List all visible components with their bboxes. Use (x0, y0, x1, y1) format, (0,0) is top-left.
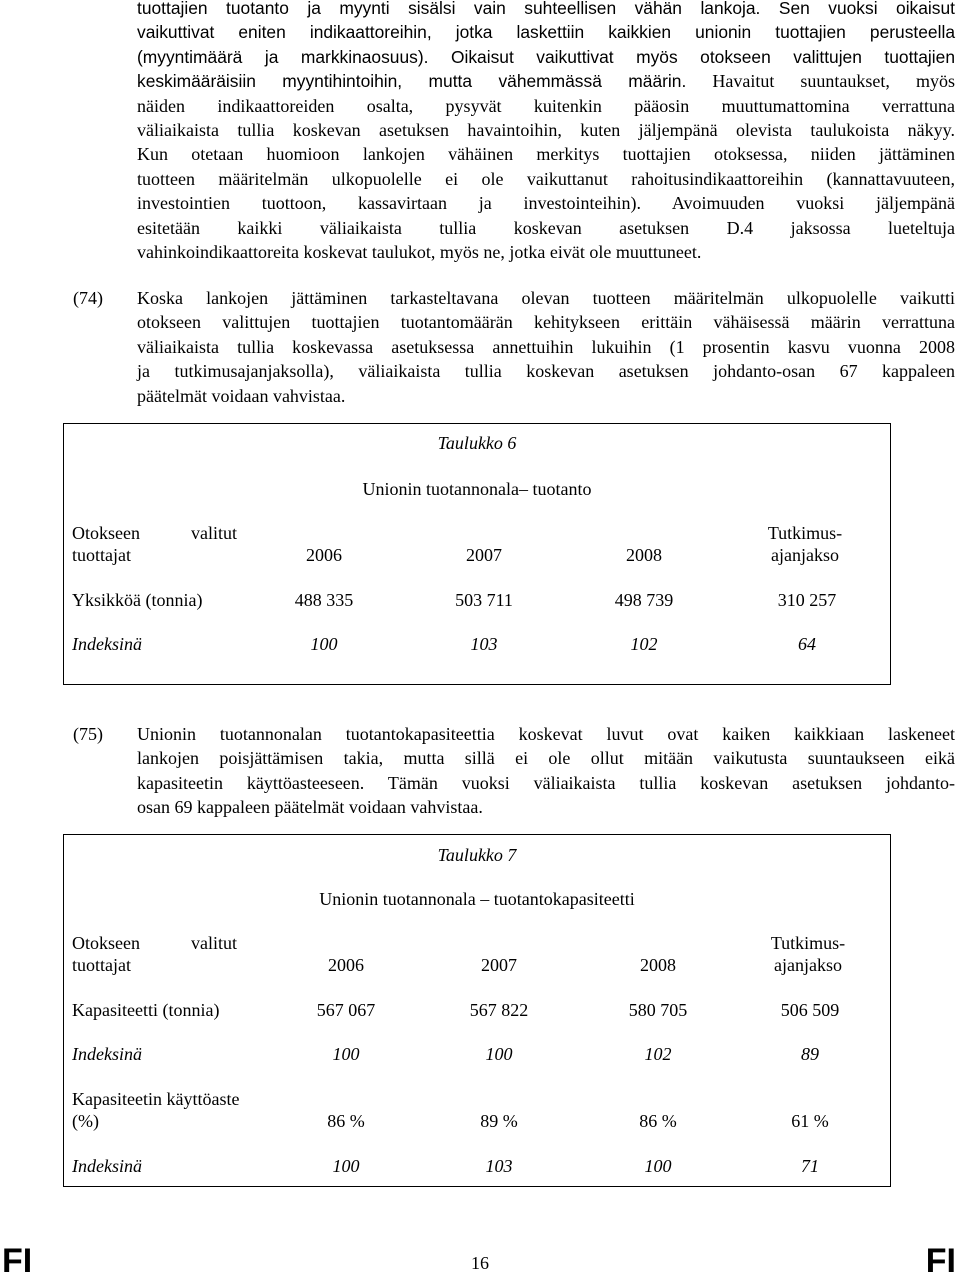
intro-line: Havaitut suuntaukset, myös (712, 71, 955, 92)
table-header-year: 2007 (481, 955, 517, 975)
intro-line: näiden indikaattoreiden osalta, pysyvät kuitenkin pääosin muuttumattomina verrattuna (137, 95, 955, 116)
table-header-label: Otokseen valitut tuottajat (72, 523, 237, 565)
table-cell: 100 (644, 1156, 672, 1176)
paragraph-line: otokseen valittujen tuottajien tuotantomäärän kehitykseen erittäin vähäisessä määrin verrattuna (137, 312, 955, 333)
paragraph-line: ja tutkimusajanjaksolla), väliaikaista tullia koskevan asetuksen johdanto-osan 67 kappaleen (137, 361, 955, 382)
table-cell: 567 822 (469, 1000, 529, 1020)
intro-line: väliaikaista tullia koskevan asetuksen havaintoihin, kuten jäljempänä olevista taulukoista näkyy. (137, 120, 955, 141)
intro-line: Kun otetaan huomioon lankojen vähäinen merkitys tuottajien otoksessa, niiden jättäminen (137, 144, 955, 165)
intro-line: tuotteen määritelmän ulkopuolelle ei ole vaikuttanut rahoitusindikaattoreihin (kannattavuuteen, (137, 168, 955, 189)
footer-language-right: FI (925, 1242, 956, 1280)
paragraph-74 (137, 286, 955, 408)
paragraph-number: (75) (73, 724, 103, 744)
table-subtitle: Unionin tuotannonala– tuotanto (362, 479, 592, 499)
intro-paragraph (137, 0, 955, 264)
table-cell: 506 509 (780, 1000, 840, 1020)
table-cell: 100 (332, 1156, 360, 1176)
table-cell: 103 (485, 1156, 513, 1176)
footer-language-left: FI (2, 1242, 33, 1280)
table-cell: 580 705 (628, 1000, 688, 1020)
paragraph-75 (137, 722, 955, 820)
table-cell: 100 (332, 1044, 360, 1064)
table-row-label: Kapasiteetti (tonnia) (72, 1000, 220, 1020)
table-header-year: 2006 (306, 545, 342, 565)
paragraph-line: päätelmät voidaan vahvistaa. (137, 385, 346, 406)
table-subtitle: Unionin tuotannonala – tuotantokapasiteetti (319, 889, 635, 909)
table-6 (63, 423, 891, 685)
table-cell: 86 % (327, 1111, 365, 1131)
table-cell: 488 335 (294, 590, 354, 610)
paragraph-line: väliaikaista tullia koskevassa asetuksessa annettuihin lukuihin (1 prosentin kasvu vuonna 2008 (137, 336, 955, 357)
table-row-label: Yksikköä (tonnia) (72, 590, 203, 610)
table-cell: 71 (801, 1156, 819, 1176)
intro-line: investointien tuottoon, kassavirtaan ja investointeihin). Avoimuuden vuoksi jäljempänä (137, 193, 955, 214)
intro-line-mixed (137, 69, 955, 93)
table-header-label: Otokseen valitut tuottajat (72, 933, 237, 975)
paragraph-number: (74) (73, 288, 103, 308)
table-cell: 102 (630, 634, 658, 654)
paragraph-line: osan 69 kappaleen päätelmät voidaan vahvistaa. (137, 797, 483, 818)
table-cell: 498 739 (614, 590, 674, 610)
table-row-label: Indeksinä (72, 1044, 142, 1064)
table-header-year: 2008 (626, 545, 662, 565)
table-header-year: 2007 (466, 545, 502, 565)
table-cell: 310 257 (777, 590, 837, 610)
paragraph-line: Unionin tuotannonalan tuotantokapasiteettia koskevat luvut ovat kaiken kaikkiaan laskeneet (137, 724, 955, 744)
intro-line: vahinkoindikaattoreita koskevat taulukot, myös ne, jotka eivät ole muuttuneet. (137, 242, 702, 263)
table-header-period: Tutkimus-ajanjakso (767, 523, 843, 565)
page-number: 16 (471, 1253, 489, 1273)
intro-line: esitetään kaikki väliaikaista tullia koskevan asetuksen D.4 jaksossa lueteltuja (137, 217, 955, 238)
table-header-period: Tutkimus-ajanjakso (770, 933, 846, 975)
table-cell: 100 (485, 1044, 513, 1064)
table-row-label: Kapasiteetin käyttöaste (%) (72, 1089, 240, 1131)
table-cell: 89 % (480, 1111, 518, 1131)
table-title: Taulukko 6 (437, 433, 517, 453)
table-cell: 103 (470, 634, 498, 654)
table-cell: 567 067 (316, 1000, 376, 1020)
table-cell: 89 (801, 1044, 819, 1064)
table-cell: 86 % (639, 1111, 677, 1131)
table-row-label: Indeksinä (72, 634, 142, 654)
table-header-year: 2008 (640, 955, 676, 975)
table-cell: 102 (644, 1044, 672, 1064)
table-cell: 61 % (791, 1111, 829, 1131)
table-7 (63, 834, 891, 1187)
paragraph-line: lankojen poisjättämisen takia, mutta sillä ei ole ollut mitään vaikutusta suuntaukseen eikä (137, 748, 955, 769)
table-cell: 100 (310, 634, 338, 654)
paragraph-line: Koska lankojen jättäminen tarkasteltavana olevan tuotteen määritelmän ulkopuolelle vaikutti (137, 288, 955, 308)
table-cell: 503 711 (455, 590, 513, 610)
paragraph-line: kapasiteetin käyttöasteeseen. Tämän vuoksi väliaikaista tullia koskevan asetuksen johdanto- (137, 772, 955, 793)
table-cell: 64 (798, 634, 816, 654)
intro-line: (myyntimäärä ja markkinaosuus). Oikaisut vaikuttivat myös otokseen valittujen tuottajien (137, 46, 955, 67)
intro-line: tuottajien tuotanto ja myynti sisälsi vain suhteellisen vähän lankoja. Sen vuoksi oikaisut (137, 0, 955, 18)
intro-line: keskimääräisiin myyntihintoihin, mutta vähemmässä määrin. (137, 71, 687, 92)
table-title: Taulukko 7 (437, 845, 517, 865)
table-row-label: Indeksinä (72, 1156, 142, 1176)
intro-line: vaikuttivat eniten indikaattoreihin, jotka laskettiin kaikkien unionin tuottajien perusteella (137, 22, 955, 43)
table-header-year: 2006 (328, 955, 364, 975)
